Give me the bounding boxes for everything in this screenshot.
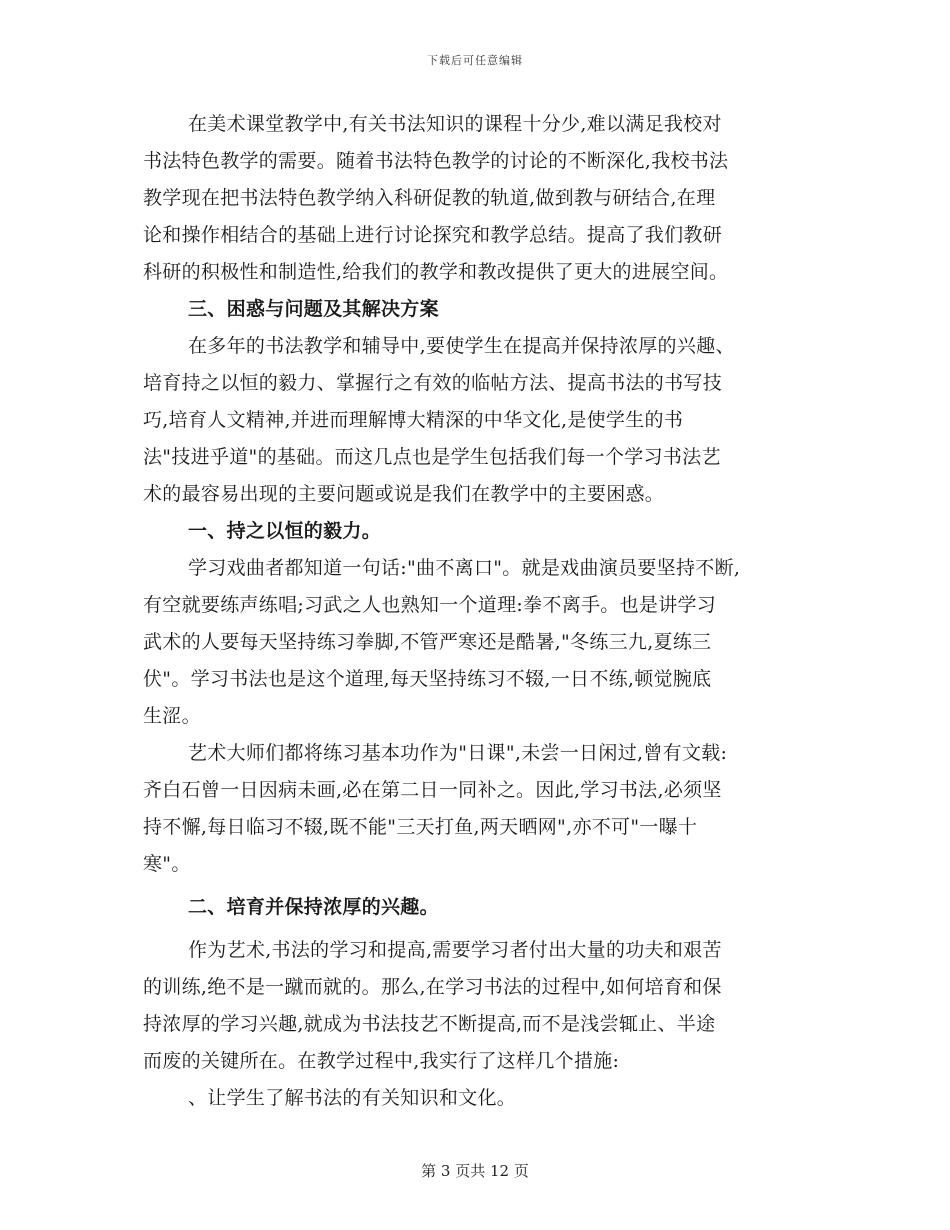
header-note: 下载后可任意编辑 <box>427 54 523 67</box>
paragraph-line: 持不懈,每日临习不辍,既不能"三天打鱼,两天晒网",亦不可"一曝十 <box>143 816 698 838</box>
paragraph-line: 、让学生了解书法的有关知识和文化。 <box>188 1087 517 1109</box>
paragraph-line: 有空就要练声练唱;习武之人也熟知一个道理:拳不离手。也是讲学习 <box>143 594 717 616</box>
paragraph-line: 教学现在把书法特色教学纳入科研促教的轨道,做到教与研结合,在理 <box>143 187 716 209</box>
paragraph-line: 书法特色教学的需要。随着书法特色教学的讨论的不断深化,我校书法 <box>143 150 729 172</box>
subsection-heading: 二、培育并保持浓厚的兴趣。 <box>188 896 439 918</box>
paragraph-line: 论和操作相结合的基础上进行讨论探究和教学总结。提高了我们教研 <box>143 224 723 246</box>
paragraph-line: 艺术大师们都将练习基本功作为"日课",未尝一日闲过,曾有文载: <box>188 742 728 764</box>
paragraph-line: 科研的积极性和制造性,给我们的教学和教改提供了更大的进展空间。 <box>143 261 729 283</box>
paragraph-line: 的训练,绝不是一蹴而就的。那么,在学习书法的过程中,如何培育和保 <box>143 976 722 998</box>
paragraph-line: 持浓厚的学习兴趣,就成为书法技艺不断提高,而不是浅尝辄止、半途 <box>143 1013 716 1035</box>
paragraph-line: 武术的人要每天坚持练习拳脚,不管严寒还是酷暑,"冬练三九,夏练三 <box>143 631 712 653</box>
paragraph-line: 齐白石曾一日因病未画,必在第二日一同补之。因此,学习书法,必须坚 <box>143 779 722 801</box>
paragraph-line: 巧,培育人文精神,并进而理解博大精深的中华文化,是使学生的书 <box>143 409 684 431</box>
paragraph-line: 法"技进乎道"的基础。而这几点也是学生包括我们每一个学习书法艺 <box>143 446 721 468</box>
paragraph-line: 在美术课堂教学中,有关书法知识的课程十分少,难以满足我校对 <box>188 113 722 135</box>
paragraph-line: 培育持之以恒的毅力、掌握行之有效的临帖方法、提高书法的书写技 <box>143 372 723 394</box>
paragraph-line: 在多年的书法教学和辅导中,要使学生在提高并保持浓厚的兴趣、 <box>188 335 735 357</box>
paragraph-line: 作为艺术,书法的学习和提高,需要学习者付出大量的功夫和艰苦 <box>188 939 722 961</box>
paragraph-line: 伏"。学习书法也是这个道理,每天坚持练习不辍,一日不练,顿觉腕底 <box>143 668 712 690</box>
subsection-heading: 一、持之以恒的毅力。 <box>188 520 382 542</box>
paragraph-line: 术的最容易出现的主要问题或说是我们在教学中的主要困惑。 <box>143 483 665 505</box>
paragraph-line: 寒"。 <box>143 853 191 875</box>
page-number: 第 3 页共 12 页 <box>421 1162 529 1180</box>
paragraph-line: 学习戏曲者都知道一句话:"曲不离口"。就是戏曲演员要坚持不断, <box>188 557 741 579</box>
document-body <box>143 106 813 1117</box>
section-heading: 三、困惑与问题及其解决方案 <box>188 298 439 320</box>
paragraph-line: 生涩。 <box>143 705 201 727</box>
paragraph-line: 而废的关键所在。在教学过程中,我实行了这样几个措施: <box>143 1050 620 1072</box>
